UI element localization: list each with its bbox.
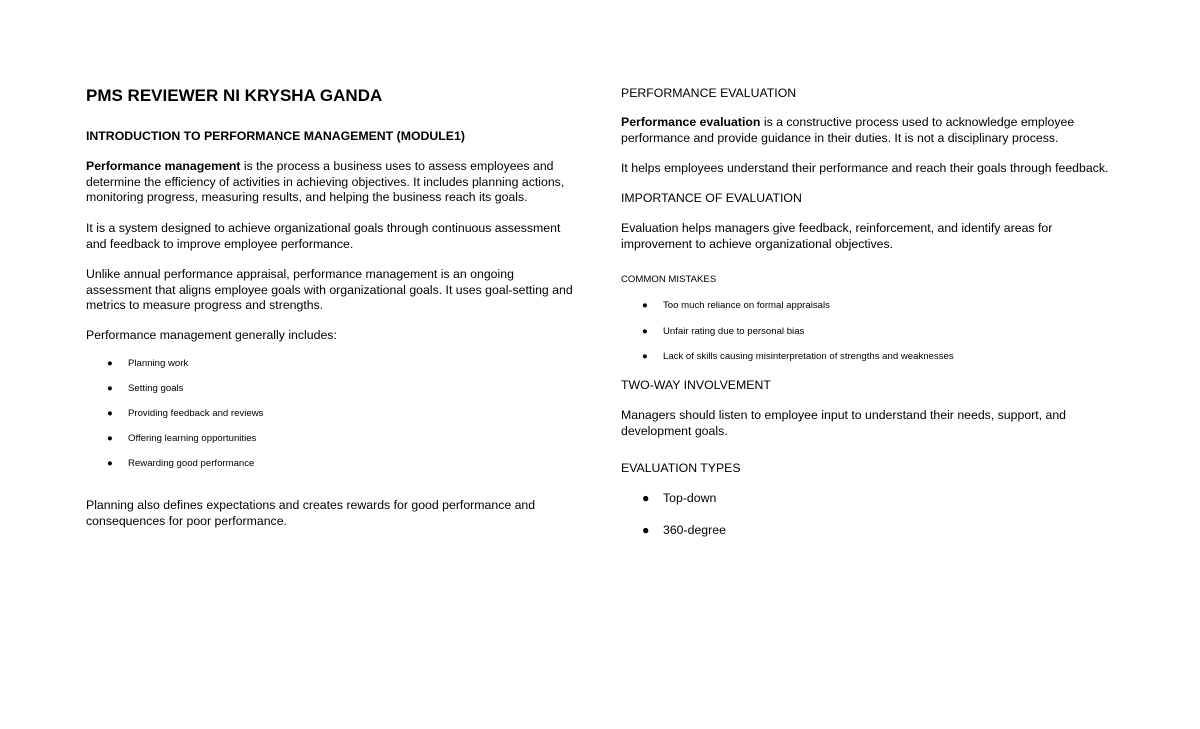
document-title: PMS REVIEWER NI KRYSHA GANDA: [86, 86, 383, 105]
term-performance-management: Performance management: [86, 159, 241, 173]
paragraph-includes-intro: Performance management generally includes:: [86, 328, 337, 342]
bullet-icon: ●: [107, 383, 113, 394]
bullet-icon: ●: [107, 408, 113, 419]
paragraph-importance: Evaluation helps managers give feedback, reinforcement, and identify areas for improvement to achieve organizational objectives.: [621, 221, 1053, 251]
bullet-icon: ●: [642, 491, 650, 505]
list-item-text: Setting goals: [128, 383, 184, 394]
list-item: [621, 523, 921, 539]
heading-common-mistakes: COMMON MISTAKES: [621, 274, 717, 285]
paragraph-two-way: Managers should listen to employee input to understand their needs, support, and development goals.: [621, 408, 1067, 438]
list-item-text: Too much reliance on formal appraisals: [663, 300, 830, 311]
paragraph-helps-employees: It helps employees understand their performance and reach their goals through feedback.: [621, 161, 1109, 175]
list-item: [86, 383, 486, 395]
paragraph-performance-management: [86, 159, 581, 206]
heading-evaluation-types: EVALUATION TYPES: [621, 461, 741, 475]
heading-performance-evaluation: PERFORMANCE EVALUATION: [621, 86, 797, 100]
list-item: [621, 491, 921, 507]
list-item: [621, 326, 1071, 338]
list-item: [86, 408, 486, 420]
list-item: [86, 433, 486, 445]
paragraph-planning: Planning also defines expectations and creates rewards for good performance and consequences for poor performance.: [86, 498, 536, 528]
list-item-text: Planning work: [128, 358, 189, 369]
heading-importance: IMPORTANCE OF EVALUATION: [621, 191, 802, 205]
list-item-text: Lack of skills causing misinterpretation of strengths and weaknesses: [663, 351, 954, 362]
paragraph-text: is a constructive process used to acknowledge employee performance and provide guidance in their duties. It is not a disciplinary process.: [621, 115, 1075, 145]
list-item: [621, 300, 1071, 312]
list-item-text: 360-degree: [663, 523, 726, 537]
list-item-text: Unfair rating due to personal bias: [663, 326, 805, 337]
bullet-icon: ●: [642, 351, 648, 362]
bullet-icon: ●: [107, 458, 113, 469]
list-item: [621, 351, 1071, 363]
bullet-icon: ●: [107, 358, 113, 369]
list-item-text: Rewarding good performance: [128, 458, 255, 469]
paragraph-system: It is a system designed to achieve organizational goals through continuous assessment and feedback to improve employee performance.: [86, 221, 561, 251]
bullet-icon: ●: [642, 326, 648, 337]
bullet-icon: ●: [642, 523, 650, 537]
section-heading-intro: INTRODUCTION TO PERFORMANCE MANAGEMENT (MODULE1): [86, 129, 465, 143]
list-item: [86, 458, 486, 470]
bullet-icon: ●: [642, 300, 648, 311]
paragraph-unlike-appraisal: Unlike annual performance appraisal, performance management is an ongoing assessment that aligns employee goals with organizational goals. It uses goal-setting and metrics to measure progress and strengths.: [86, 267, 573, 312]
term-performance-evaluation: Performance evaluation: [621, 115, 761, 129]
list-item-text: Providing feedback and reviews: [128, 408, 264, 419]
list-item-text: Offering learning opportunities: [128, 433, 257, 444]
heading-two-way: TWO-WAY INVOLVEMENT: [621, 378, 771, 392]
paragraph-performance-evaluation: [621, 115, 1116, 146]
list-item: [86, 358, 486, 370]
bullet-icon: ●: [107, 433, 113, 444]
list-item-text: Top-down: [663, 491, 717, 505]
paragraph-text: is the process a business uses to assess employees and determine the efficiency of activities in achieving objectives. It includes planning actions, monitoring progress, measuring results, and helping the business reach its goals.: [86, 159, 565, 204]
